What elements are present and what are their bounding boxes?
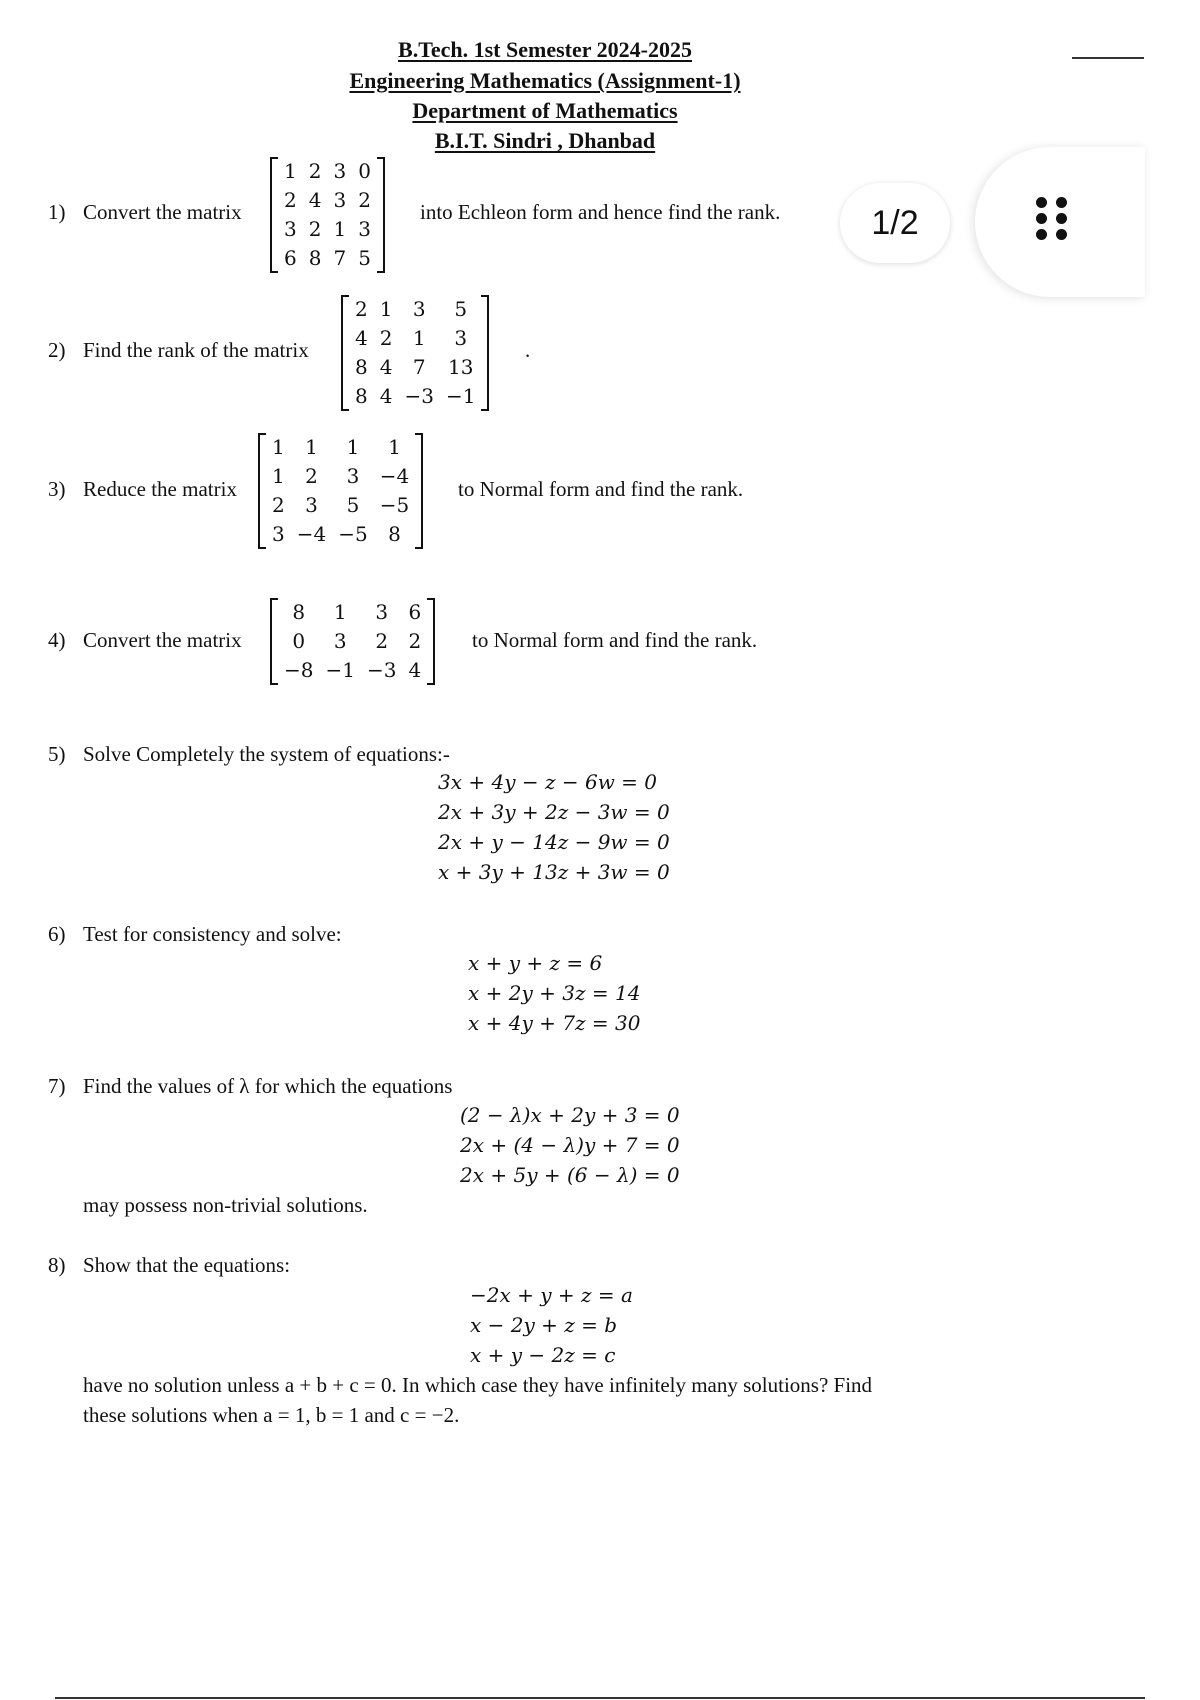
matrix-cell: 3: [412, 297, 426, 321]
equation: 2x + y − 14z − 9w = 0: [438, 830, 670, 854]
header-department: Department of Mathematics: [412, 98, 678, 123]
q8-text: Show that the equations:: [83, 1253, 291, 1277]
matrix-cell: 1: [346, 435, 360, 459]
q8-equations: [470, 1280, 633, 1370]
matrix-row: [278, 244, 377, 273]
q1-matrix: [270, 157, 385, 273]
matrix-cell: −5: [379, 493, 410, 517]
matrix-row: [266, 520, 415, 549]
matrix-cell: 1: [272, 435, 285, 459]
q3-prefix: Reduce the matrix: [83, 477, 237, 501]
equation: x − 2y + z = b: [470, 1313, 618, 1337]
matrix-cell: 2: [308, 217, 322, 241]
matrix-cell: 1: [333, 217, 347, 241]
bracket-right: [481, 295, 489, 411]
q2-prefix: Find the rank of the matrix: [83, 338, 309, 362]
q5-number: 5): [48, 742, 66, 766]
matrix-row: [278, 215, 377, 244]
matrix-cell: 3: [358, 217, 371, 241]
matrix-cell: 3: [454, 326, 468, 350]
equation: (2 − λ)x + 2y + 3 = 0: [460, 1103, 680, 1127]
matrix-table: [278, 598, 427, 685]
header-semester: B.Tech. 1st Semester 2024-2025: [398, 37, 692, 62]
q6-number: 6): [48, 922, 66, 946]
equation: x + y − 2z = c: [470, 1343, 616, 1367]
equation: −2x + y + z = a: [470, 1283, 633, 1307]
matrix-cell: 3: [333, 629, 347, 653]
matrix-cell: 0: [358, 159, 371, 183]
matrix-cell: −3: [366, 658, 397, 682]
matrix-cell: 4: [379, 384, 393, 408]
matrix-cell: −4: [296, 522, 327, 546]
matrix-cell: 7: [412, 355, 426, 379]
matrix-cell: −1: [445, 384, 476, 408]
matrix-cell: 3: [333, 188, 347, 212]
q1-number: 1): [48, 200, 66, 224]
matrix-cell: 3: [375, 600, 389, 624]
matrix-cell: 3: [333, 159, 347, 183]
q4-suffix: to Normal form and find the rank.: [472, 628, 758, 652]
q1-prefix: Convert the matrix: [83, 200, 242, 224]
matrix-row: [278, 598, 427, 627]
q8-after-line1: have no solution unless a + b + c = 0. In which case they have infinitely many solutions? Find: [83, 1373, 873, 1397]
q4-matrix: [270, 598, 435, 685]
bracket-right: [377, 157, 385, 273]
bracket-left: [258, 433, 266, 549]
matrix-cell: 2: [272, 493, 285, 517]
matrix-cell: 3: [284, 217, 297, 241]
q4-prefix: Convert the matrix: [83, 628, 242, 652]
q6-equations: [468, 948, 640, 1038]
q4-number: 4): [48, 628, 66, 652]
bracket-right: [427, 598, 435, 685]
matrix-cell: 4: [308, 188, 322, 212]
matrix-cell: 2: [379, 326, 393, 350]
matrix-cell: 8: [308, 246, 322, 270]
q8-number: 8): [48, 1253, 66, 1277]
equation: x + y + z = 6: [468, 951, 603, 975]
equation: x + 3y + 13z + 3w = 0: [438, 860, 670, 884]
matrix-cell: 3: [305, 493, 318, 517]
matrix-row: [349, 353, 481, 382]
q7-equations: [460, 1100, 680, 1190]
page-indicator: 1/2: [840, 183, 950, 263]
matrix-cell: −5: [338, 522, 368, 546]
matrix-cell: 5: [454, 297, 468, 321]
matrix-cell: 8: [292, 600, 306, 624]
matrix-cell: 4: [379, 355, 393, 379]
top-rule: [1072, 57, 1144, 59]
matrix-table: [349, 295, 481, 411]
matrix-cell: 8: [355, 355, 368, 379]
matrix-cell: −3: [404, 384, 434, 408]
matrix-table: [266, 433, 415, 549]
matrix-cell: 6: [408, 600, 422, 624]
matrix-cell: 1: [284, 159, 297, 183]
matrix-cell: 5: [346, 493, 360, 517]
equation: x + 4y + 7z = 30: [468, 1011, 641, 1035]
q6-text: Test for consistency and solve:: [83, 922, 342, 946]
matrix-cell: −4: [379, 464, 410, 488]
bracket-right: [415, 433, 423, 549]
q3-matrix: [258, 433, 423, 549]
grid-dots-icon[interactable]: [1036, 197, 1070, 245]
matrix-row: [278, 157, 377, 186]
matrix-cell: −1: [325, 658, 355, 682]
matrix-cell: 2: [355, 297, 368, 321]
matrix-cell: 1: [412, 326, 426, 350]
matrix-cell: 2: [284, 188, 297, 212]
matrix-table: [278, 157, 377, 273]
matrix-cell: 0: [292, 629, 306, 653]
matrix-cell: 6: [284, 246, 297, 270]
matrix-cell: 8: [355, 384, 368, 408]
matrix-cell: 1: [379, 297, 393, 321]
matrix-cell: 2: [358, 188, 371, 212]
matrix-cell: −8: [284, 658, 314, 682]
header-institute: B.I.T. Sindri , Dhanbad: [434, 128, 656, 153]
q7-number: 7): [48, 1074, 66, 1098]
q8-after-line2: these solutions when a = 1, b = 1 and c = −2.: [83, 1403, 460, 1427]
matrix-cell: 2: [375, 629, 389, 653]
matrix-row: [349, 382, 481, 411]
matrix-cell: 5: [358, 246, 371, 270]
matrix-cell: 13: [447, 355, 474, 379]
matrix-row: [278, 627, 427, 656]
bracket-left: [270, 598, 278, 685]
q7-text: Find the values of λ for which the equations: [83, 1074, 453, 1098]
equation: 2x + 3y + 2z − 3w = 0: [438, 800, 670, 824]
matrix-cell: 2: [308, 159, 322, 183]
q5-text: Solve Completely the system of equations:-: [83, 742, 450, 766]
q3-suffix: to Normal form and find the rank.: [458, 477, 744, 501]
matrix-cell: 1: [333, 600, 347, 624]
matrix-cell: 3: [272, 522, 285, 546]
matrix-cell: 1: [272, 464, 285, 488]
bracket-left: [341, 295, 349, 411]
matrix-cell: 4: [355, 326, 368, 350]
matrix-row: [266, 433, 415, 462]
matrix-row: [266, 462, 415, 491]
matrix-cell: 2: [305, 464, 318, 488]
matrix-cell: 8: [388, 522, 401, 546]
bottom-rule: [55, 1697, 1145, 1699]
header-course: Engineering Mathematics (Assignment-1): [349, 68, 741, 93]
matrix-cell: 7: [333, 246, 347, 270]
matrix-row: [349, 324, 481, 353]
matrix-row: [278, 186, 377, 215]
q7-after: may possess non-trivial solutions.: [83, 1193, 368, 1217]
q2-number: 2): [48, 338, 66, 362]
q3-number: 3): [48, 477, 66, 501]
equation: 2x + (4 − λ)y + 7 = 0: [460, 1133, 680, 1157]
q2-matrix: [341, 295, 489, 411]
equation: x + 2y + 3z = 14: [468, 981, 641, 1005]
matrix-row: [349, 295, 481, 324]
bracket-left: [270, 157, 278, 273]
q2-suffix: .: [525, 338, 531, 362]
matrix-cell: 3: [346, 464, 360, 488]
matrix-cell: 1: [305, 435, 318, 459]
equation: 3x + 4y − z − 6w = 0: [438, 770, 658, 794]
q5-equations: [438, 767, 670, 887]
matrix-row: [266, 491, 415, 520]
matrix-cell: 2: [408, 629, 422, 653]
matrix-row: [278, 656, 427, 685]
q1-suffix: into Echleon form and hence find the rank.: [420, 200, 781, 224]
equation: 2x + 5y + (6 − λ) = 0: [460, 1163, 680, 1187]
matrix-cell: 1: [388, 435, 401, 459]
matrix-cell: 4: [408, 658, 422, 682]
